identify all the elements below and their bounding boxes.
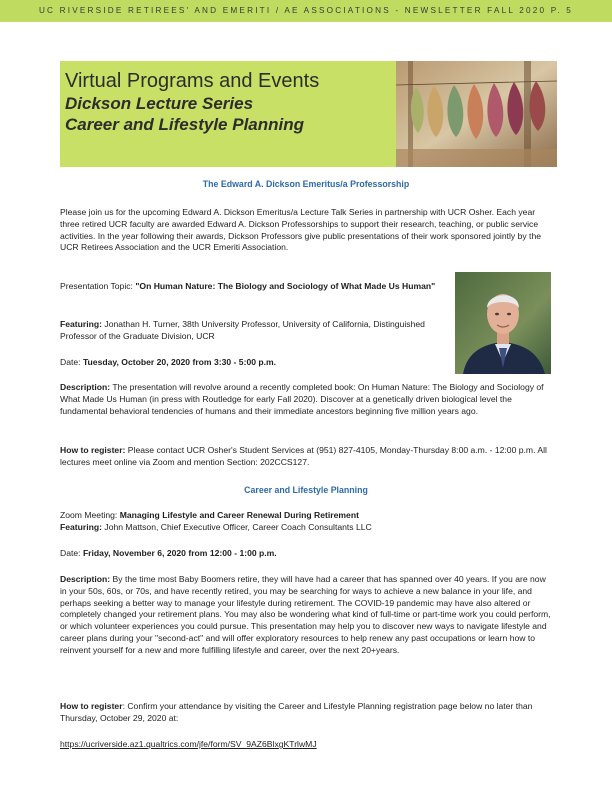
description-label: Description: — [60, 382, 111, 392]
newsletter-header: UC RIVERSIDE RETIREES' AND EMERITI / AE ASSOCIATIONS - NEWSLETTER FALL 2020 P. 5 — [0, 0, 612, 22]
banner-title: Virtual Programs and Events — [65, 70, 320, 92]
section-heading-career: Career and Lifestyle Planning — [244, 485, 368, 495]
featuring-label: Featuring: — [60, 522, 103, 532]
presentation-topic — [60, 281, 442, 293]
banner-subtitle-career: Career and Lifestyle Planning — [65, 115, 305, 134]
dickson-description — [60, 382, 552, 417]
register-label: How to register: — [60, 445, 126, 455]
description-text: The presentation will revolve around a recently completed book: On Human Nature: The Biology and Sociology of What Made Us Human (in press with Routledge for early Fall 2020). Discover at a genetically driven biological level the fundamental behavioral tendencies of humans and their immediate ancestors beginning five million years ago. — [60, 382, 544, 416]
leaves-photo — [396, 61, 557, 167]
date-value: Friday, November 6, 2020 from 12:00 - 1:00 p.m. — [82, 548, 277, 558]
dickson-date — [60, 357, 442, 369]
description-text: By the time most Baby Boomers retire, they will have had a career that has spanned over 40 years. If you are now in your 50s, 60s, or 70s, and have recently retired, you may be searching for ways to achieve a new balance in your life, and perhaps seeking a better way to manage your lifestyle during retirement. The COVID-19 pandemic may have also altered or completely changed your retirement plans. You may also be wondering what kind of full-time or part-time work you could perform, or which volunteer experiences you could pursue. This presentation may help you to discover new ways to navigate lifestyle and career plans during your "second-act" and will offer exploratory resources to help renew any past occupations or learn how to reinvent yourself for a new and more fulfilling lifestyle and career, over the next 20+years. — [60, 574, 551, 655]
date-label: Date: — [60, 548, 83, 558]
career-register — [60, 701, 552, 725]
description-label: Description: — [60, 574, 111, 584]
featuring-label: Featuring: — [60, 319, 103, 329]
register-text: : Confirm your attendance by visiting the Career and Lifestyle Planning registration page below no later than Thursday, October 29, 2020 at: — [60, 701, 533, 723]
section-banner — [60, 61, 557, 167]
banner-subtitle-dickson: Dickson Lecture Series — [65, 94, 254, 113]
topic-label: Presentation Topic: — [60, 281, 136, 291]
featuring-speaker: Jonathan H. Turner, 38th University Professor, University of California, Distinguished Professor of the Graduate Division, UCR — [60, 319, 425, 341]
date-value: Tuesday, October 20, 2020 from 3:30 - 5:00 p.m. — [82, 357, 277, 367]
dickson-register — [60, 445, 552, 469]
register-text: Please contact UCR Osher's Student Services at (951) 827-4105, Monday-Thursday 8:00 a.m. - 12:00 p.m. All lectures meet online via Zoom and mention Section: 202CCS127. — [60, 445, 547, 467]
speaker-portrait — [455, 272, 551, 374]
career-description — [60, 574, 552, 657]
zoom-label: Zoom Meeting: — [60, 510, 120, 520]
register-label: How to register — [60, 701, 123, 711]
registration-link[interactable]: https://ucriverside.az1.qualtrics.com/jfe/form/SV_9AZ6BlxgKTrlwMJ — [60, 739, 317, 749]
topic-title: "On Human Nature: The Biology and Sociology of What Made Us Human" — [135, 281, 436, 291]
dickson-featuring — [60, 319, 442, 343]
zoom-title: Managing Lifestyle and Career Renewal During Retirement — [119, 510, 359, 520]
career-date — [60, 548, 552, 560]
career-featuring — [60, 522, 552, 534]
section-heading-dickson: The Edward A. Dickson Emeritus/a Professorship — [202, 179, 410, 189]
featuring-speaker: John Mattson, Chief Executive Officer, Career Coach Consultants LLC — [102, 522, 372, 532]
banner-text — [65, 69, 319, 135]
date-label: Date: — [60, 357, 83, 367]
career-zoom — [60, 510, 552, 522]
dickson-intro: Please join us for the upcoming Edward A. Dickson Emeritus/a Lecture Talk Series in partnership with UCR Osher. Each year three retired UCR faculty are awarded Edward A. Dickson Professorships to support their research, teaching, or public service activities. In the year following their awards, Dickson Professors give public presentations of their work sponsored jointly by the UCR Retirees Association and the UCR Emeriti Association. — [60, 207, 542, 253]
